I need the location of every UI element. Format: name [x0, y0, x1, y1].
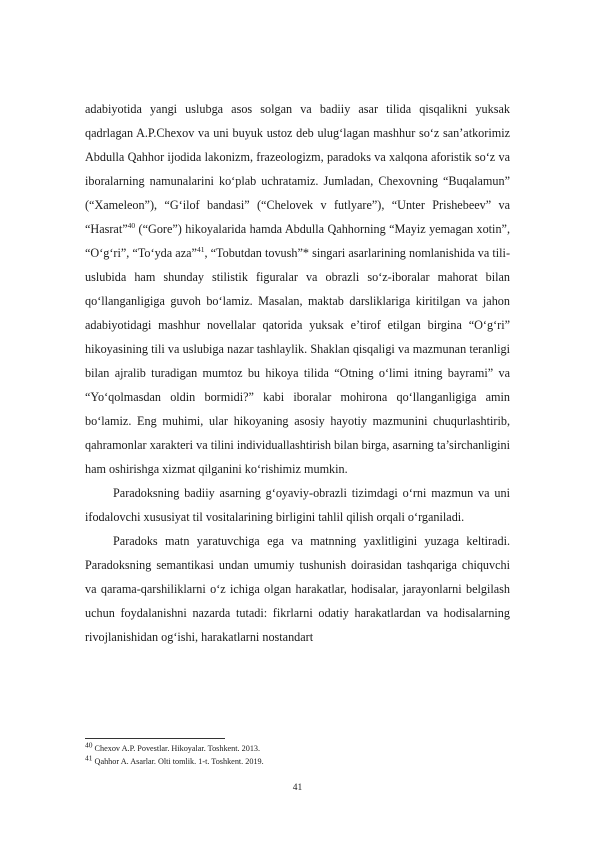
paragraph-1-part-a: adabiyotida yangi uslubga asos solgan va badiiy asar tilida qisqalikni yuksak qadrlagan A.P.Chexov va uni buyuk ustoz deb ulug‘lagan mashhur so‘z san’atkorimiz Abdulla Qahhor ijodida lakonizm, frazeologizm, paradoks va xalqona aforistik so‘z va iboralarning namunalarini ko‘plab uchratamiz. Jumladan, Chexovning “Buqalamun” (“Xameleon”), “G‘ilof bandasi” (“Chelovek v futlyare”), “Unter Prishebeev” va “Hasrat”: [85, 102, 510, 236]
footnote-separator: [85, 738, 225, 739]
footnote-40: [85, 742, 510, 755]
paragraph-3: Paradoks matn yaratuvchiga ega va matnning yaxlitligini yuzaga keltiradi. Paradoksning semantikasi undan umumiy tushunish doirasidan tashqariga chiquvchi va qarama-qarshiliklarni o‘z ichiga olgan harakatlar, hodisalar, jarayonlarni belgilash uchun foydalanishni nazarda tutadi: fikrlarni odatiy harakatlardan va hodisalarning rivojlanishidan og‘ishi, harakatlarni nostandart: [85, 534, 510, 644]
footnote-number: 41: [85, 753, 93, 763]
footnote-ref-41[interactable]: 41: [196, 244, 205, 254]
footnotes: [85, 742, 510, 768]
paragraph-1-part-b: (“Gore”) hikoyalarida hamda Abdulla Qahhorning “Mayiz yemagan xotin”, “O‘g‘ri”, “To‘yda aza”: [85, 222, 510, 260]
page-number: 41: [292, 783, 303, 793]
body-text: [85, 97, 510, 649]
footnote-text: Qahhor A. Asarlar. Olti tomlik. 1-t. Toshkent. 2019.: [92, 757, 264, 766]
paragraph-1-part-c: , “Tobutdan tovush”* singari asarlarining nomlanishida va tili-uslubida ham shunday stilistik figuralar va obrazli so‘z-iboralar mahorat bilan qo‘llanganligiga guvoh bo‘lamiz. Masalan, maktab darsliklariga kiritilgan va jahon adabiyotidagi mashhur novellalar qatorida yuksak e’tirof etilgan birgina “O‘g‘ri” hikoyasining tili va uslubiga nazar tashlaylik. Shaklan qisqaligi va mazmunan teranligi bilan ajralib turadigan mumtoz bu hikoya tilida “Otning o‘limi itning bayrami” va “Yo‘qolmasdan oldin bormidi?” kabi iboralar mohirona qo‘llanganligiga amin bo‘lamiz. Eng muhimi, ular hikoyaning asosiy hayotiy mazmunini chuqurlashtirib, qahramonlar xarakteri va tilini individuallashtirish bilan birga, asarning ta’sirchanligini ham oshirishga xizmat qilganini ko‘rishimiz mumkin.: [85, 246, 510, 476]
footnote-number: 40: [85, 740, 93, 750]
footnote-text: Chexov A.P. Povestlar. Hikoyalar. Toshkent. 2013.: [92, 744, 261, 753]
paragraph-1: [85, 97, 510, 481]
paragraph-2: Paradoksning badiiy asarning g‘oyaviy-obrazli tizimdagi o‘rni mazmun va uni ifodalovchi xususiyat til vositalarining birligini tahlil qilish orqali o‘rganiladi.: [85, 486, 510, 524]
footnote-41: [85, 755, 510, 768]
footnote-ref-40[interactable]: 40: [127, 220, 136, 230]
